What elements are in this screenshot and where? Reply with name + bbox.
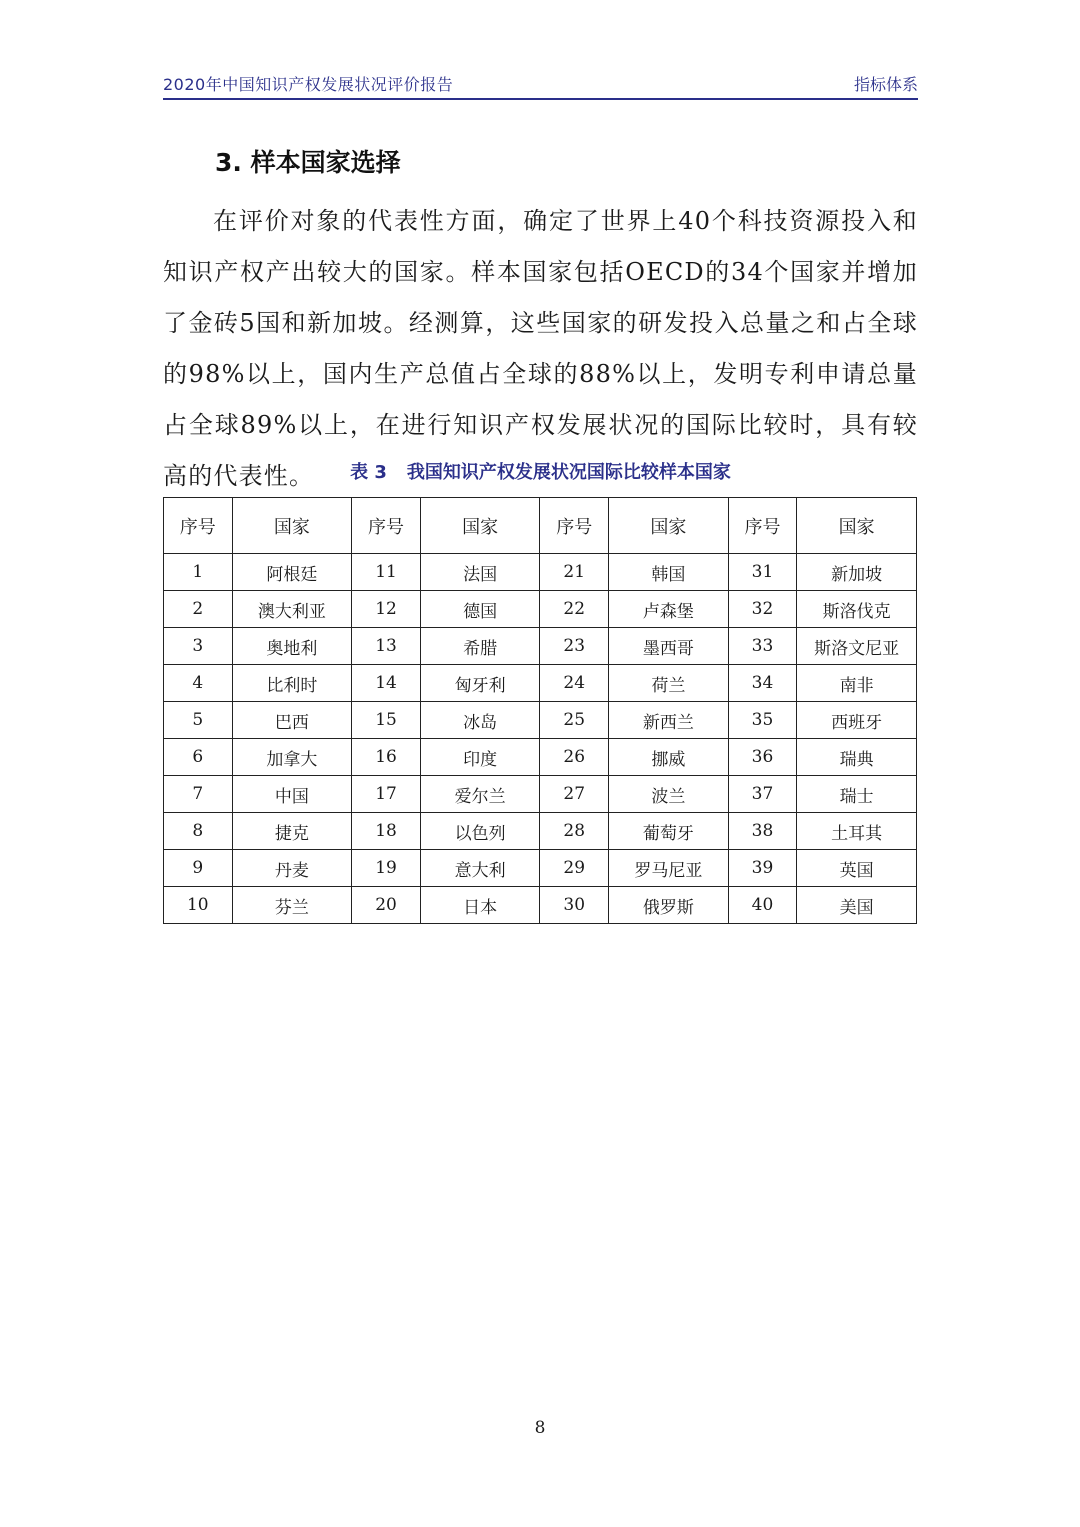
table-cell-serial: 28 xyxy=(540,813,609,850)
table-cell-country: 法国 xyxy=(420,554,540,591)
table-row xyxy=(164,591,917,628)
table-cell-country: 匈牙利 xyxy=(420,665,540,702)
table-cell-country: 瑞典 xyxy=(797,739,917,776)
table-cell-serial: 35 xyxy=(728,702,797,739)
table-cell-country: 加拿大 xyxy=(232,739,352,776)
table-cell-serial: 7 xyxy=(164,776,233,813)
table-cell-serial: 37 xyxy=(728,776,797,813)
header-serial-1: 序号 xyxy=(164,498,233,554)
table-cell-serial: 10 xyxy=(164,887,233,924)
table-cell-serial: 3 xyxy=(164,628,233,665)
table-cell-country: 土耳其 xyxy=(797,813,917,850)
running-header xyxy=(163,70,918,100)
section-title: 3. 样本国家选择 xyxy=(215,148,401,177)
table-cell-serial: 4 xyxy=(164,665,233,702)
table-cell-serial: 6 xyxy=(164,739,233,776)
table-cell-serial: 27 xyxy=(540,776,609,813)
table-cell-country: 葡萄牙 xyxy=(609,813,729,850)
table-cell-country: 德国 xyxy=(420,591,540,628)
table-cell-country: 捷克 xyxy=(232,813,352,850)
table-cell-country: 新西兰 xyxy=(609,702,729,739)
table-cell-serial: 25 xyxy=(540,702,609,739)
table-caption-number: 表 3 xyxy=(350,462,387,483)
header-serial-4: 序号 xyxy=(728,498,797,554)
table-cell-country: 奥地利 xyxy=(232,628,352,665)
table-cell-country: 西班牙 xyxy=(797,702,917,739)
table-cell-country: 俄罗斯 xyxy=(609,887,729,924)
table-cell-country: 韩国 xyxy=(609,554,729,591)
table-row xyxy=(164,739,917,776)
table-cell-serial: 16 xyxy=(352,739,421,776)
table-cell-serial: 2 xyxy=(164,591,233,628)
table-cell-serial: 29 xyxy=(540,850,609,887)
table-caption-title: 我国知识产权发展状况国际比较样本国家 xyxy=(406,462,731,483)
table-cell-country: 荷兰 xyxy=(609,665,729,702)
table-cell-country: 新加坡 xyxy=(797,554,917,591)
body-paragraph: 在评价对象的代表性方面，确定了世界上40个科技资源投入和知识产权产出较大的国家。样本国家包括OECD的34个国家并增加了金砖5国和新加坡。经测算，这些国家的研发投入总量之和占全球的98%以上，国内生产总值占全球的88%以上，发明专利申请总量占全球89%以上，在进行知识产权发展状况的国际比较时，具有较高的代表性。 xyxy=(163,207,918,490)
table-cell-country: 中国 xyxy=(232,776,352,813)
header-serial-2: 序号 xyxy=(352,498,421,554)
table-cell-country: 斯洛伐克 xyxy=(797,591,917,628)
table-cell-serial: 31 xyxy=(728,554,797,591)
table-cell-country: 斯洛文尼亚 xyxy=(797,628,917,665)
table-cell-country: 南非 xyxy=(797,665,917,702)
table-cell-serial: 40 xyxy=(728,887,797,924)
table-cell-country: 卢森堡 xyxy=(609,591,729,628)
table-header-row xyxy=(164,498,917,554)
table-cell-country: 印度 xyxy=(420,739,540,776)
table-cell-serial: 26 xyxy=(540,739,609,776)
table-cell-serial: 13 xyxy=(352,628,421,665)
table-cell-country: 日本 xyxy=(420,887,540,924)
table-cell-serial: 36 xyxy=(728,739,797,776)
table-cell-serial: 33 xyxy=(728,628,797,665)
table-cell-country: 希腊 xyxy=(420,628,540,665)
table-cell-serial: 39 xyxy=(728,850,797,887)
table-row xyxy=(164,702,917,739)
table-cell-country: 丹麦 xyxy=(232,850,352,887)
sample-countries-table xyxy=(163,497,917,924)
table-cell-serial: 17 xyxy=(352,776,421,813)
table-cell-serial: 24 xyxy=(540,665,609,702)
table-cell-serial: 14 xyxy=(352,665,421,702)
table-cell-serial: 9 xyxy=(164,850,233,887)
table-cell-country: 阿根廷 xyxy=(232,554,352,591)
table-cell-serial: 34 xyxy=(728,665,797,702)
table-row xyxy=(164,554,917,591)
table-cell-serial: 12 xyxy=(352,591,421,628)
header-serial-3: 序号 xyxy=(540,498,609,554)
table-cell-serial: 8 xyxy=(164,813,233,850)
table-cell-country: 冰岛 xyxy=(420,702,540,739)
table-cell-country: 芬兰 xyxy=(232,887,352,924)
section-name: 指标体系 xyxy=(853,75,918,94)
table-cell-serial: 21 xyxy=(540,554,609,591)
table-cell-country: 墨西哥 xyxy=(609,628,729,665)
table-cell-country: 爱尔兰 xyxy=(420,776,540,813)
table-cell-serial: 15 xyxy=(352,702,421,739)
table-cell-serial: 22 xyxy=(540,591,609,628)
table-row xyxy=(164,665,917,702)
page-number: 8 xyxy=(534,1418,546,1438)
table-cell-serial: 32 xyxy=(728,591,797,628)
table-cell-country: 罗马尼亚 xyxy=(609,850,729,887)
table-cell-serial: 5 xyxy=(164,702,233,739)
table-cell-country: 挪威 xyxy=(609,739,729,776)
table-caption xyxy=(163,458,918,484)
table-cell-serial: 20 xyxy=(352,887,421,924)
table-row xyxy=(164,813,917,850)
header-country-2: 国家 xyxy=(420,498,540,554)
table-cell-serial: 19 xyxy=(352,850,421,887)
table-cell-country: 美国 xyxy=(797,887,917,924)
table-cell-serial: 11 xyxy=(352,554,421,591)
table-cell-serial: 18 xyxy=(352,813,421,850)
table-cell-country: 意大利 xyxy=(420,850,540,887)
table-row xyxy=(164,628,917,665)
table-cell-country: 英国 xyxy=(797,850,917,887)
table-cell-country: 巴西 xyxy=(232,702,352,739)
table-cell-serial: 1 xyxy=(164,554,233,591)
table-cell-serial: 23 xyxy=(540,628,609,665)
table-row xyxy=(164,887,917,924)
table-cell-serial: 38 xyxy=(728,813,797,850)
table-body xyxy=(164,554,917,924)
table-cell-country: 瑞士 xyxy=(797,776,917,813)
header-country-1: 国家 xyxy=(232,498,352,554)
table-cell-country: 澳大利亚 xyxy=(232,591,352,628)
report-title: 2020年中国知识产权发展状况评价报告 xyxy=(163,75,454,94)
table-row xyxy=(164,850,917,887)
header-country-4: 国家 xyxy=(797,498,917,554)
table-row xyxy=(164,776,917,813)
table-cell-country: 比利时 xyxy=(232,665,352,702)
table-cell-serial: 30 xyxy=(540,887,609,924)
header-country-3: 国家 xyxy=(609,498,729,554)
table-cell-country: 以色列 xyxy=(420,813,540,850)
table-cell-country: 波兰 xyxy=(609,776,729,813)
